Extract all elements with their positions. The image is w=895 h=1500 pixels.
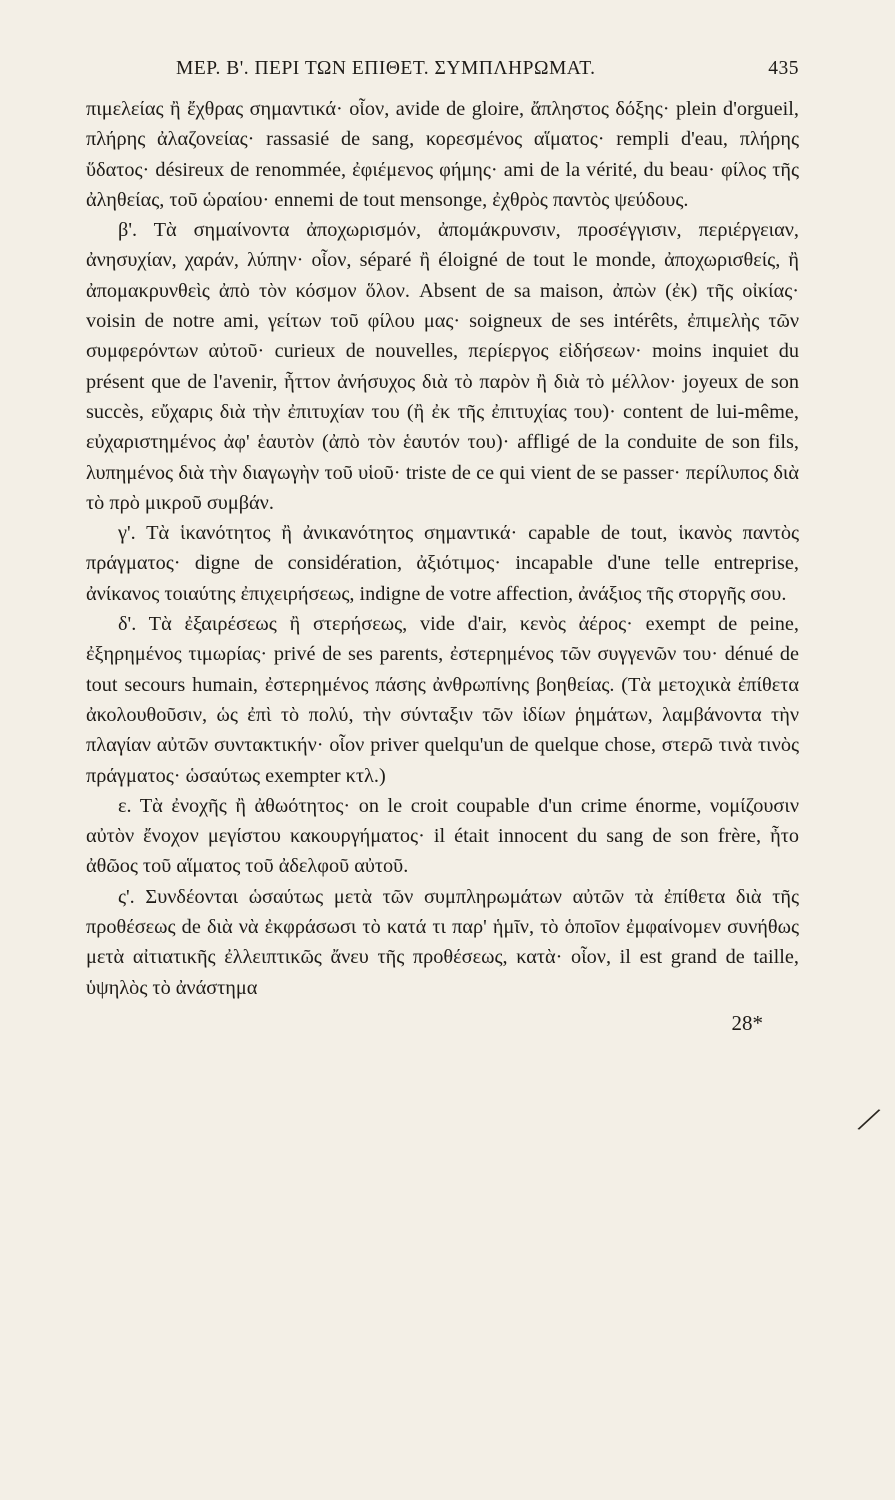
signature-mark: 28* <box>731 1010 763 1035</box>
margin-pencil-mark-icon: ╱ <box>857 1106 879 1135</box>
paragraph-epsilon: ε. Τὰ ἐνοχῆς ἢ ἀθωότητος· on le croit coupable d'un crime énorme, νομίζουσιν αὐτὸν ἔνοχον μεγίστου κακουργήματος· il était innocent du sang de son frère, ἦτο ἀθῶος τοῦ αἵματος τοῦ ἀδελφοῦ αὐτοῦ. <box>86 794 799 878</box>
page-body <box>86 94 799 1003</box>
page-number: 435 <box>768 58 799 79</box>
paragraph-delta: δ'. Τὰ ἐξαιρέσεως ἢ στερήσεως, vide d'air, κενὸς ἀέρος· exempt de peine, ἐξηρημένος τιμωρίας· privé de ses parents, ἐστερημένος τῶν συγγενῶν του· dénué de tout secours humain, ἐστερημένος πάσης ἀνθρωπίνης βοηθείας. (Τὰ μετοχικὰ ἐπίθετα ἀκολουθοῦσιν, ὡς ἐπὶ τὸ πολύ, τὴν σύνταξιν τῶν ἰδίων ῥημάτων, λαμβάνοντα τὴν πλαγίαν αὐτῶν συντακτικήν· οἷον priver quelqu'un de quelque chose, στερῶ τινὰ τινὸς πράγματος· ὡσαύτως exempter κτλ.) <box>86 613 799 787</box>
paragraph-beta: β'. Τὰ σημαίνοντα ἀποχωρισμόν, ἀπομάκρυνσιν, προσέγγισιν, περιέργειαν, ἀνησυχίαν, χαράν, λύπην· οἷον, séparé ἢ éloigné de tout le monde, ἀποχωρισθείς, ἢ ἀπομακρυνθεὶς ἀπὸ τὸν κόσμον ὅλον. Absent de sa maison, ἀπὼν (ἐκ) τῆς οἰκίας· voisin de notre ami, γείτων τοῦ φίλου μας· soigneux de ses intérêts, ἐπιμελὴς τῶν συμφερόντων αὐτοῦ· curieux de nouvelles, περίεργος εἰδήσεων· moins inquiet du présent que de l'avenir, ἧττον ἀνήσυχος διὰ τὸ παρὸν ἢ διὰ τὸ μέλλον· joyeux de son succès, εὔχαρις διὰ τὴν ἐπιτυχίαν του (ἢ ἐκ τῆς ἐπιτυχίας του)· content de lui-même, εὐχαριστημένος ἀφ' ἑαυτὸν (ἀπὸ τὸν ἑαυτόν του)· affligé de la conduite de son fils, λυπημένος διὰ τὴν διαγωγὴν τοῦ υἱοῦ· triste de ce qui vient de se passer· περίλυπος διὰ τὸ πρὸ μικροῦ συμβάν. <box>86 219 799 514</box>
paragraph-gamma: γ'. Τὰ ἱκανότητος ἢ ἀνικανότητος σημαντικά· capable de tout, ἱκανὸς παντὸς πράγματος· digne de considération, ἀξιότιμος· incapable d'une telle entreprise, ἀνίκανος τοιαύτης ἐπιχειρήσεως, indigne de votre affection, ἀνάξιος τῆς στοργῆς σου. <box>86 522 799 605</box>
paragraph-stigma: ς'. Συνδέονται ὡσαύτως μετὰ τῶν συμπληρωμάτων αὐτῶν τὰ ἐπίθετα διὰ τῆς προθέσεως de διὰ νὰ ἐκφράσωσι τὸ κατά τι παρ' ἡμῖν, τὸ ὁποῖον ἐμφαίνομεν συνήθως μετὰ αἰτιατικῆς ἐλλειπτικῶς ἄνευ τῆς προθέσεως, κατὰ· οἷον, il est grand de taille, ὑψηλὸς τὸ ἀνάστημα <box>86 885 799 999</box>
page-header <box>86 58 799 80</box>
running-title: ΜΕΡ. Β'. ΠΕΡΙ ΤΩΝ ΕΠΙΘΕΤ. ΣΥΜΠΛΗΡΩΜΑΤ. <box>176 58 596 79</box>
paragraph-continued: πιμελείας ἢ ἔχθρας σημαντικά· οἷον, avide de gloire, ἄπληστος δόξης· plein d'orgueil, πλήρης ἀλαζονείας· rassasié de sang, κορεσμένος αἵματος· rempli d'eau, πλήρης ὕδατος· désireux de renommée, ἐφιέμενος φήμης· ami de la vérité, du beau· φίλος τῆς ἀληθείας, τοῦ ὡραίου· ennemi de tout mensonge, ἐχθρὸς παντὸς ψεύδους. <box>86 98 799 211</box>
